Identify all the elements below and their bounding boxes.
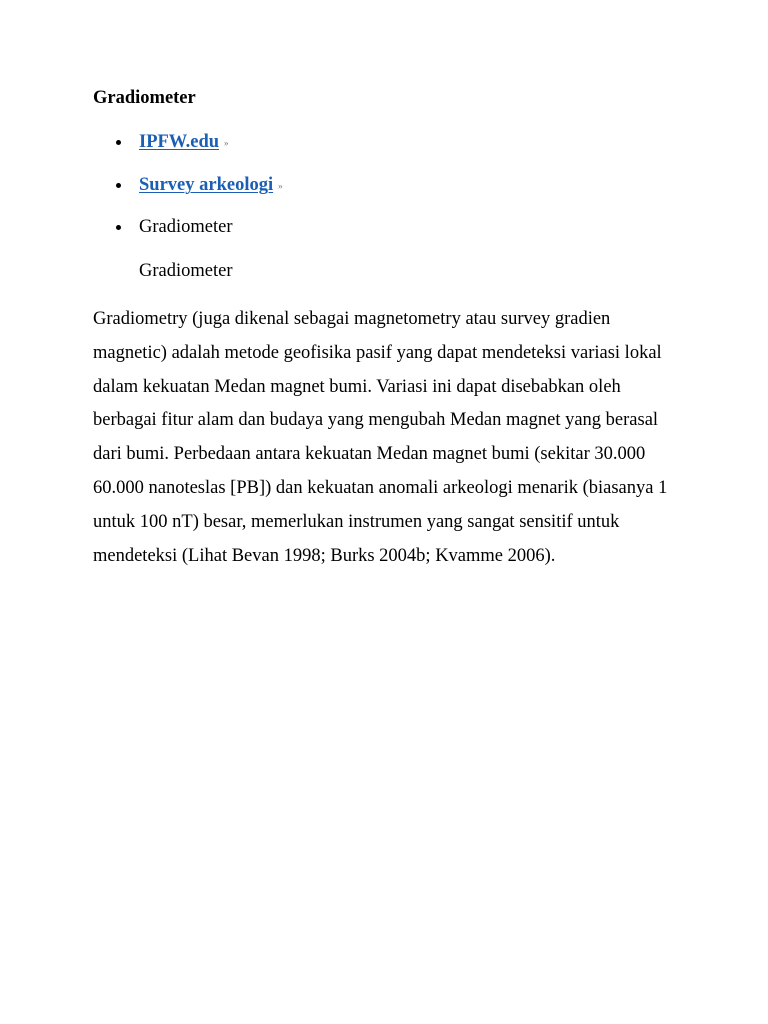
breadcrumb bbox=[93, 130, 283, 258]
breadcrumb-separator-icon: » bbox=[224, 138, 229, 148]
body-paragraph: Gradiometry (juga dikenal sebagai magnetometry atau survey gradien magnetic) adalah metode geofisika pasif yang dapat mendeteksi variasi lokal dalam kekuatan Medan magnet bumi. Variasi ini dapat disebabkan oleh berbagai fitur alam dan budaya yang mengubah Medan magnet yang berasal dari bumi. Perbedaan antara kekuatan Medan magnet bumi (sekitar 30.000 60.000 nanoteslas [PB]) dan kekuatan anomali arkeologi menarik (biasanya 1 untuk 100 nT) besar, memerlukan instrumen yang sangat sensitif untuk mendeteksi (Lihat Bevan 1998; Burks 2004b; Kvamme 2006). bbox=[93, 309, 668, 566]
bullet-icon bbox=[116, 183, 121, 188]
bullet-icon bbox=[116, 140, 121, 145]
breadcrumb-item-ipfw bbox=[93, 130, 283, 173]
breadcrumb-link-ipfw[interactable]: IPFW.edu bbox=[139, 132, 220, 152]
breadcrumb-item-survey-arkeologi bbox=[93, 173, 283, 216]
breadcrumb-current: Gradiometer bbox=[139, 217, 233, 237]
section-subtitle: Gradiometer bbox=[139, 261, 233, 281]
breadcrumb-item-gradiometer bbox=[93, 215, 283, 258]
breadcrumb-link-survey-arkeologi[interactable]: Survey arkeologi bbox=[139, 174, 274, 195]
breadcrumb-separator-icon: » bbox=[278, 180, 283, 191]
page-title: Gradiometer bbox=[93, 88, 196, 108]
bullet-icon bbox=[116, 225, 121, 230]
